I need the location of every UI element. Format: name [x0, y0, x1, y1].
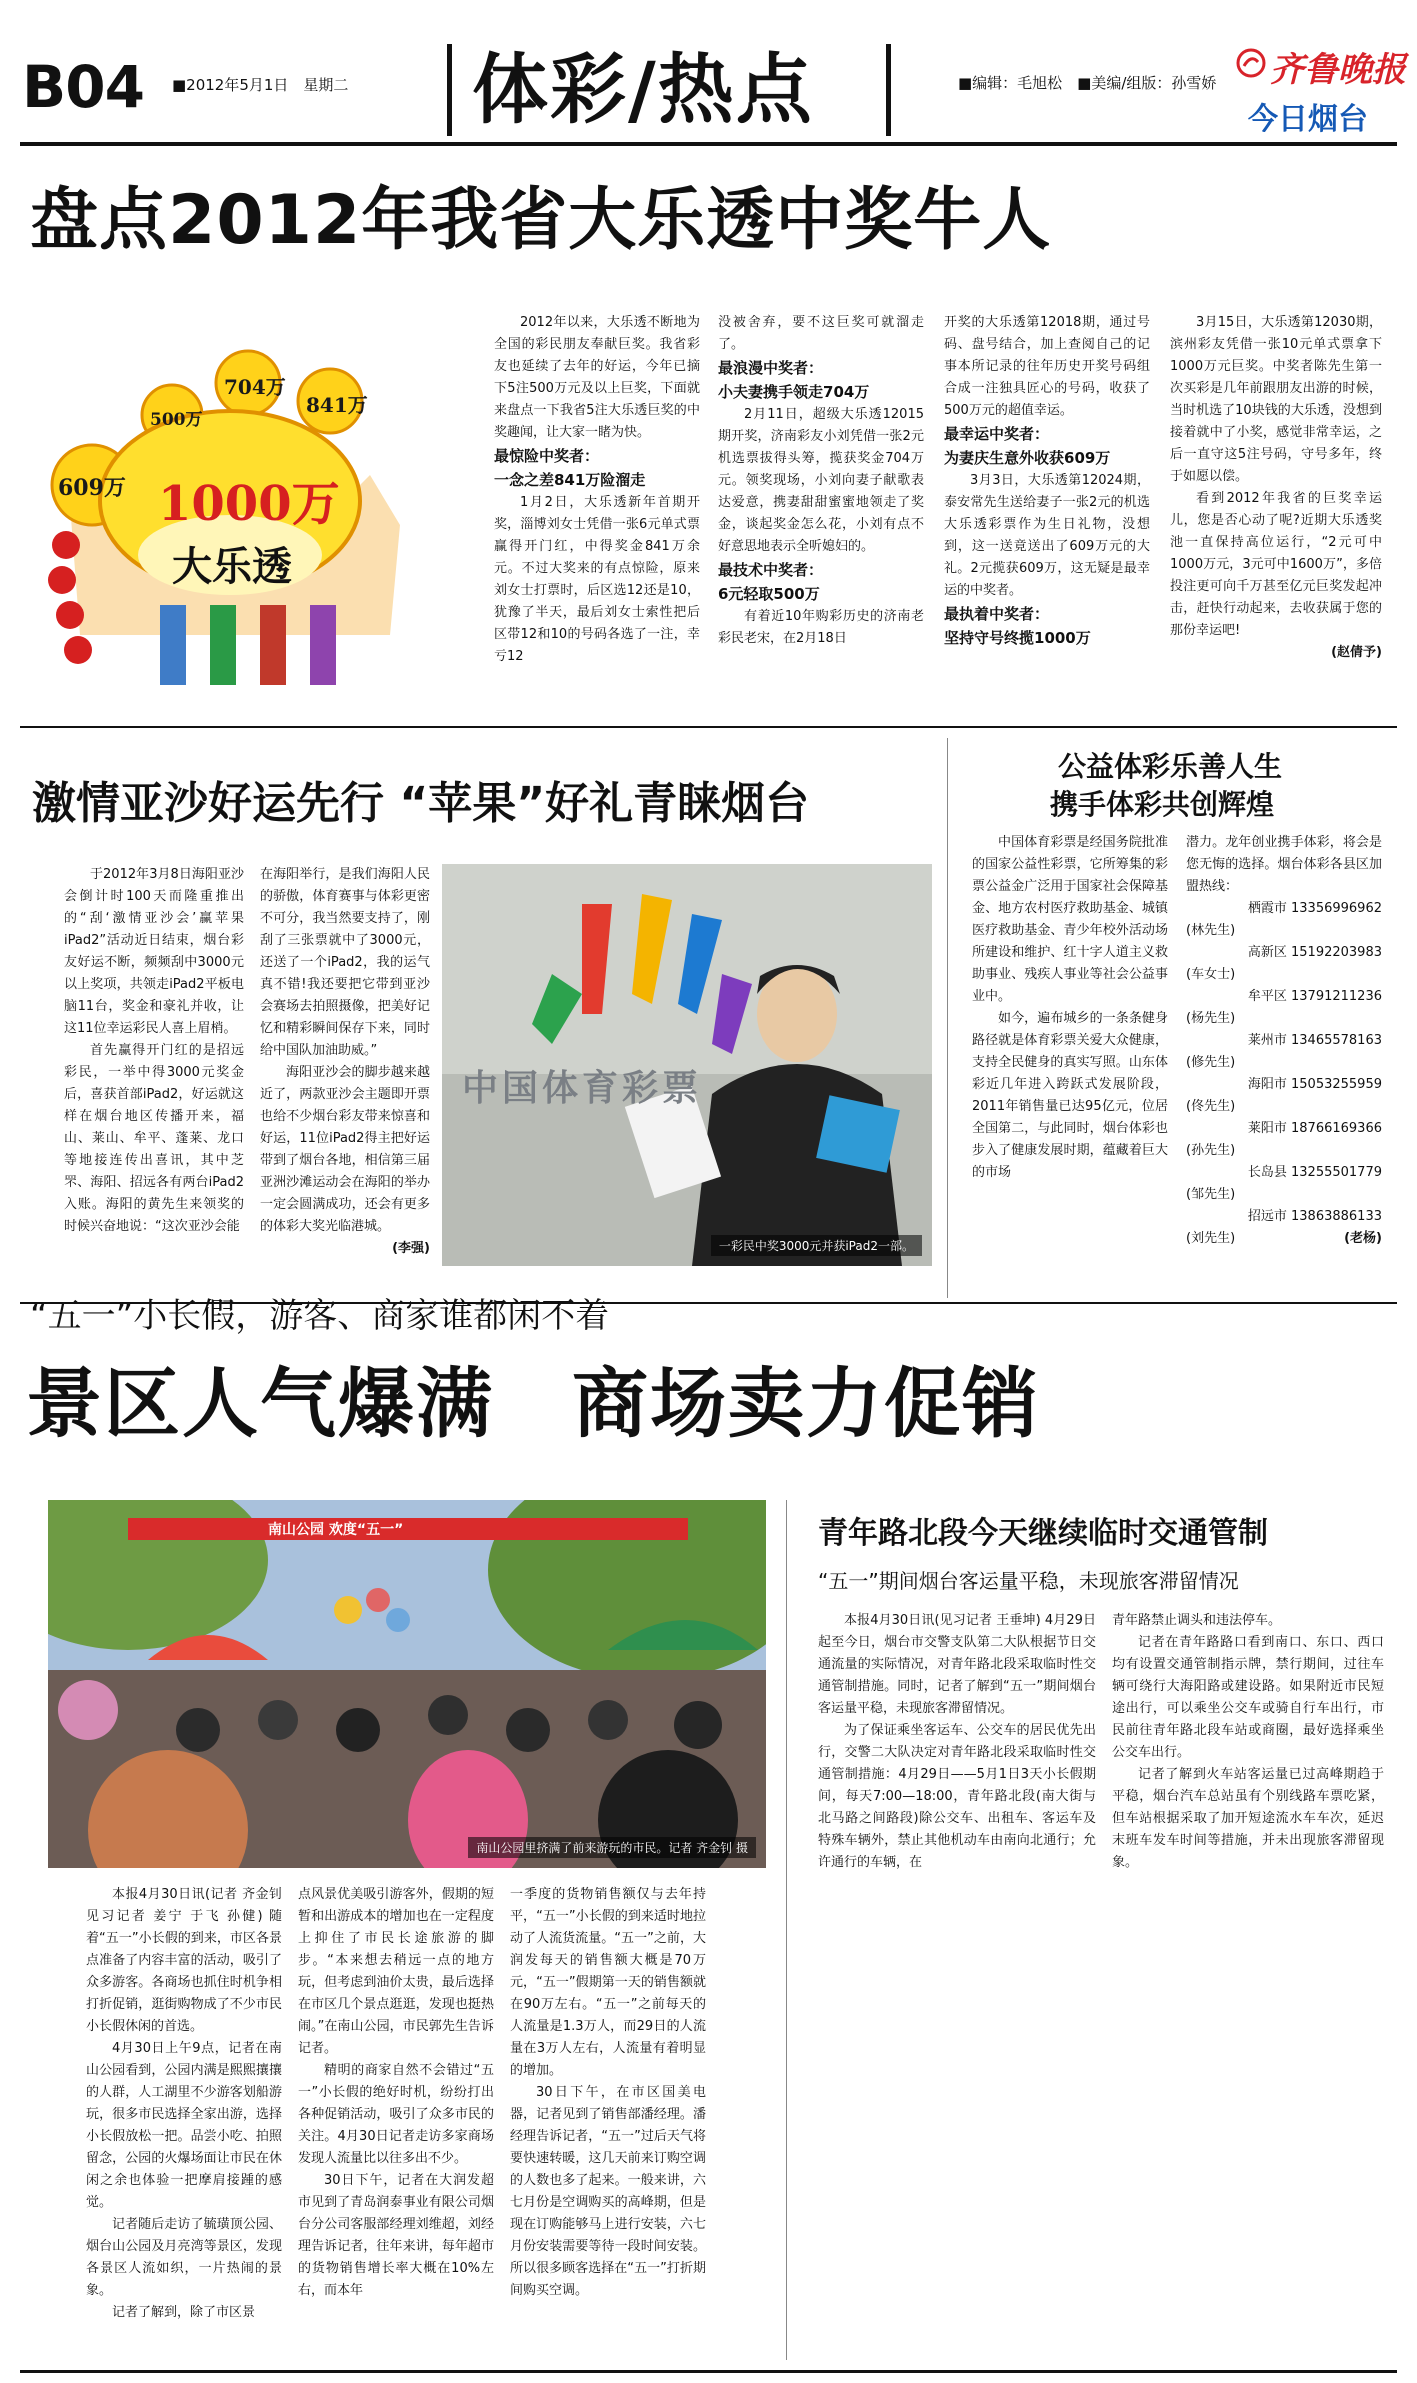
hotline-area: 招远市: [1247, 1209, 1287, 1224]
story2-headline: 激情亚沙好运先行 “苹果”好礼青睐烟台: [32, 778, 810, 829]
issue-date: ■2012年5月1日 星期二: [172, 76, 349, 94]
story1-subhead: 最幸运中奖者：: [944, 425, 1050, 443]
hotline-phone: 13863886133: [1291, 1209, 1382, 1224]
story2-paragraph: 海阳亚沙会的脚步越来越近了，两款亚沙会主题即开票也给不少烟台彩友带来惊喜和好运，11位iPad2得主把好运带到了烟台各地，相信第三届亚洲沙滩运动会在海阳的举办一定会圆满成功，还会有更多的体彩大奖光临港城。: [260, 1065, 430, 1234]
story3-paragraph: 如今，遍布城乡的一条条健身路径就是体育彩票关爱大众健康，支持全民健身的真实写照。山东体彩近几年进入跨跃式发展阶段，2011年销售量已达95亿元，位居全国第二，与此同时，烟台体彩也步入了健康发展时期，蕴藏着巨大的市场: [972, 1011, 1168, 1180]
park-banner-text: 南山公园 欢度“五一”: [268, 1522, 404, 1538]
hotline-row: [1186, 1118, 1382, 1140]
hotline-area: 牟平区: [1247, 989, 1287, 1004]
brand-logo: [1236, 40, 1406, 90]
amount-bubble-609: 609万: [58, 475, 126, 501]
story4-paragraph: 本报4月30日讯(记者 齐金钊 见习记者 姜宁 于飞 孙健) 随着“五一”小长假的到来，市区各景点准备了内容丰富的活动，吸引了众多游客。各商场也抓住时机争相打折促销，逛街购物成了不少市民小长假休闲的首选。: [86, 1887, 282, 2034]
story4-paragraph: 一季度的货物销售额仅与去年持平，“五一”小长假的到来适时地拉动了人流货流量。“五一”之前，大润发每天的销售额大概是70万元，“五一”假期第一天的销售额就在90万左右。“五一”之前每天的人流量是1.3万人，而29日的人流量在3万人左右，人流量有着明显的增加。: [510, 1887, 706, 2078]
hotline-person: [1186, 1228, 1382, 1250]
story1-subhead-title: 小夫妻携手领走704万: [718, 383, 870, 401]
story4-paragraph: 30日下午，记者在大润发超市见到了青岛润泰事业有限公司烟台分公司客服部经理刘维超，刘经理告诉记者，往年来讲，每年超市的货物销售增长率大概在10%左右，而本年: [298, 2173, 494, 2298]
story1-subhead-title: 为妻庆生意外收获609万: [944, 449, 1111, 467]
story4-paragraph: 点风景优美吸引游客外，假期的短暂和出游成本的增加也在一定程度上抑住了市民长途旅游的脚步。“本来想去稍远一点的地方玩，但考虑到油价太贵，最后选择在市区几个景点逛逛，发现也挺热闹。”在南山公园，市民郭先生告诉记者。: [298, 1887, 494, 2056]
story1-subhead: 最惊险中奖者：: [494, 447, 600, 465]
hotline-person: (佟先生): [1186, 1099, 1236, 1114]
lottery-logo-text: 大乐透: [172, 544, 292, 590]
story1-paragraph: 3月3日，大乐透第12024期，泰安常先生送给妻子一张2元的机选大乐透彩票作为生日礼物，没想到，这一送竟送出了609万元的大礼。2元揽获609万，这无疑是最幸运的中奖者。: [944, 473, 1150, 598]
story1-subhead-title: 一念之差841万险溜走: [494, 471, 646, 489]
story1-paragraph: 有着近10年购彩历史的济南老彩民老宋，在2月18日: [718, 609, 924, 646]
hotline-phone: 18766169366: [1291, 1121, 1382, 1136]
story4-paragraph: 30日下午，在市区国美电器，记者见到了销售部潘经理。潘经理告诉记者，“五一”过后天气将要快速转暖，这几天前来订购空调的人数也多了起来。一般来讲，六七月份是空调购买的高峰期，但是现在订购能够马上进行安装，六七月份安装需要等待一段时间安装。所以很多顾客选择在“五一”打折期间购买空调。: [510, 2085, 706, 2298]
story1-subhead: 最技术中奖者：: [718, 561, 824, 579]
hotline-phone: 15192203983: [1291, 945, 1382, 960]
hotline-row: [1186, 1030, 1382, 1052]
brand-name: 齐鲁晚报: [1270, 50, 1406, 90]
story3-column-2: [1186, 832, 1382, 1294]
photo-wall-text: 中国体育彩票: [462, 1068, 703, 1109]
page-bottom-rule: [20, 2370, 1397, 2373]
hotline-person-name: (刘先生): [1186, 1231, 1236, 1246]
hotline-row: [1186, 942, 1382, 964]
story1-paragraph: 看到2012年我省的巨奖幸运儿，您是否心动了呢?近期大乐透奖池一直保持高位运行，“2元可中1000万元，3元可中1600万”，多倍投注更可向千万甚至亿元巨奖发起冲击，赶快行动起来，去收获属于您的那份幸运吧!: [1170, 491, 1382, 638]
hotline-row: [1186, 898, 1382, 920]
story2-paragraph: 首先赢得开门红的是招远彩民，一举中得3000元奖金后，喜获首部iPad2，好运就这样在烟台地区传播开来，福山、莱山、牟平、蓬莱、龙口等地接连传出喜讯，其中芝罘、海阳、招远各有两台iPad2入账。海阳的黄先生来领奖的时候兴奋地说：“这次亚沙会能: [64, 1043, 244, 1234]
story1-headline: 盘点2012年我省大乐透中奖牛人: [30, 181, 1052, 260]
amount-bubble-841: 841万: [306, 393, 368, 417]
story5-paragraph: 记者了解到火车站客运量已过高峰期趋于平稳，烟台汽车总站虽有个别线路车票吃紧，但车站根据采取了加开短途流水车车次，延迟末班车发车时间等措施，并未出现旅客滞留现象。: [1112, 1767, 1384, 1870]
editor-credits: ■编辑：毛旭松 ■美编/组版：孙雪娇: [958, 74, 1217, 92]
story3-divider: [947, 738, 948, 1298]
story5-divider: [786, 1500, 787, 2360]
story5-subheadline: “五一”期间烟台客运量平稳，未现旅客滞留情况: [818, 1569, 1239, 1593]
story4-column-3: [510, 1884, 706, 2364]
story5-paragraph: 为了保证乘坐客运车、公交车的居民优先出行，交警二大队决定对青年路北段采取临时性交通管制措施：4月29日——5月1日3天小长假期间，每天7:00—18:00，青年路北段(南大街与北马路之间路段)除公交车、出租车、客运车及特殊车辆外，禁止其他机动车由南向北通行；允许通行的车辆，在: [818, 1723, 1096, 1870]
hotline-phone: 13356996962: [1291, 901, 1382, 916]
hotline-person: (邹先生): [1186, 1187, 1236, 1202]
page-number: B04: [22, 53, 144, 121]
hotline-area: 长岛县: [1247, 1165, 1287, 1180]
story4-paragraph: 4月30日上午9点，记者在南山公园看到，公园内满是熙熙攘攘的人群，人工湖里不少游客划船游玩，很多市民选择全家出游，选择小长假放松一把。品尝小吃、拍照留念，公园的火爆场面让市民在休闲之余也体验一把摩肩接踵的感觉。: [86, 2041, 282, 2210]
story4-paragraph: 记者随后走访了毓璜顶公园、烟台山公园及月亮湾等景区，发现各景区人流如织，一片热闹的景象。: [86, 2217, 282, 2298]
story3-headline-line2: 携手体彩共创辉煌: [1050, 788, 1275, 821]
hotline-row: [1186, 1074, 1382, 1096]
story3-paragraph: 潜力。龙年创业携手体彩，将会是您无悔的选择。烟台体彩各县区加盟热线：: [1186, 835, 1382, 894]
brand-mark-icon: [1236, 48, 1266, 78]
header-bottom-rule: [20, 142, 1397, 146]
story4-photo: [48, 1500, 766, 1868]
hotline-phone: 13791211236: [1291, 989, 1382, 1004]
hotline-person: (车女士): [1186, 967, 1236, 982]
amount-bubble-500: 500万: [150, 410, 203, 430]
hotline-row: [1186, 1206, 1382, 1228]
story1-byline: (赵倩予): [1331, 645, 1382, 660]
story4-paragraph: 记者了解到，除了市区景: [112, 2305, 256, 2320]
hotline-phone: 13255501779: [1291, 1165, 1382, 1180]
section-divider-left: [447, 44, 452, 136]
story1-paragraph: 3月15日，大乐透第12030期，滨州彩友凭借一张10元单式票拿下1000万元巨奖。中奖者陈先生第一次买彩是几年前跟朋友出游的时候，当时机选了10块钱的大乐透，没想到接着就中了小奖，感觉非常幸运，之后一直守这5注号码，守号多年，终于如愿以偿。: [1170, 315, 1382, 484]
story2-byline: (李强): [392, 1241, 430, 1256]
hotline-area: 莱州市: [1247, 1033, 1287, 1048]
story1-column-4: [1170, 312, 1382, 704]
hotline-row: [1186, 986, 1382, 1008]
section-title: 体彩/热点: [472, 45, 814, 134]
story1-paragraph: 没被舍弃，要不这巨奖可就溜走了。: [718, 315, 924, 352]
story3-column-1: [972, 832, 1168, 1294]
story5-column-1: [818, 1610, 1096, 2050]
lottery-illustration: [40, 305, 460, 695]
story4-paragraph: 精明的商家自然不会错过“五一”小长假的绝好时机，纷纷打出各种促销活动，吸引了众多市民的关注。4月30日记者走访多家商场发现人流量比以往多出不少。: [298, 2063, 494, 2166]
story5-paragraph: 本报4月30日讯(见习记者 王垂坤) 4月29日起至今日，烟台市交警支队第二大队根据节日交通流量的实际情况，对青年路北段采取临时性交通管制措施。同时，记者了解到“五一”期间烟台客运量平稳，未现旅客滞留情况。: [818, 1613, 1096, 1716]
section-divider-right: [886, 44, 891, 136]
story5-headline: 青年路北段今天继续临时交通管制: [818, 1516, 1268, 1551]
story1-subhead-title: 6元轻取500万: [718, 585, 820, 603]
story1-paragraph: 2月11日，超级大乐透12015期开奖，济南彩友小刘凭借一张2元机选票拔得头筹，揽获奖金704万元。领奖现场，小刘向妻子献歌表达爱意，携妻甜甜蜜蜜地领走了奖金，谈起奖金怎么花，小刘有点不好意思地表示全听媳妇的。: [718, 407, 924, 554]
hotline-area: 莱阳市: [1247, 1121, 1287, 1136]
story1-paragraph: 开奖的大乐透第12018期，通过号码、盘号结合，加上查阅自己的记事本所记录的往年历史开奖号码组合成一注独具匠心的号码，收获了500万元的超值幸运。: [944, 315, 1150, 418]
story4-kicker: “五一”小长假，游客、商家谁都闲不着: [30, 1296, 610, 1336]
story4-column-2: [298, 1884, 494, 2364]
story4-photo-scene: [48, 1500, 766, 1868]
story4-photo-caption: 南山公园里挤满了前来游玩的市民。记者 齐金钊 摄: [468, 1837, 756, 1858]
hotline-person: (孙先生): [1186, 1143, 1236, 1158]
hotline-area: 高新区: [1247, 945, 1287, 960]
story1-subhead-title: 坚持守号终揽1000万: [944, 629, 1091, 647]
story3-byline: (老杨): [1344, 1231, 1382, 1246]
story2-paragraph: 在海阳举行，是我们海阳人民的骄傲，体育赛事与体彩更密不可分，我当然要支持了，刚刮了三张票就中了3000元，还送了一个iPad2，我的运气真不错!我还要把它带到亚沙会赛场去拍照摄像，把美好记忆和精彩瞬间保存下来，同时给中国队加油助威。”: [260, 867, 430, 1058]
story5-paragraph: 青年路禁止调头和违法停车。: [1112, 1613, 1282, 1628]
edition-name: 今日烟台: [1248, 102, 1368, 137]
hotline-person: (林先生): [1186, 923, 1236, 938]
story1-paragraph: 1月2日，大乐透新年首期开奖，淄博刘女士凭借一张6元单式票赢得开门红，中得奖金841万余元。不过大奖来的有点惊险，原来刘女士打票时，后区选12还是10，犹豫了半天，最后刘女士索性把后区带12和10的号码各选了一注，幸亏12: [494, 495, 700, 664]
story5-column-2: [1112, 1610, 1384, 2050]
story4-column-1: [86, 1884, 282, 2364]
story1-column-3: [944, 312, 1150, 704]
amount-bubble-704: 704万: [224, 375, 286, 399]
hotline-list: [1186, 898, 1382, 1250]
hotline-area: 海阳市: [1247, 1077, 1287, 1092]
story2-paragraph: 于2012年3月8日海阳亚沙会倒计时100天而隆重推出的“刮‘激情亚沙会’赢苹果iPad2”活动近日结束，烟台彩友好运不断，频频刮中3000元以上奖项，共领走iPad2平板电脑11台，奖金和豪礼并收，让这11位幸运彩民人喜上眉梢。: [64, 867, 244, 1036]
hotline-person: (修先生): [1186, 1055, 1236, 1070]
hotline-phone: 13465578163: [1291, 1033, 1382, 1048]
hotline-person: (杨先生): [1186, 1011, 1236, 1026]
hotline-area: 栖霞市: [1247, 901, 1287, 916]
story5-paragraph: 记者在青年路路口看到南口、东口、西口均有设置交通管制指示牌，禁行期间，过往车辆可绕行大海阳路或建设路。如果附近市民短途出行，可以乘坐公交车或骑自行车出行，市民前往青年路北段车站或商圈，最好选择乘坐公交车出行。: [1112, 1635, 1384, 1760]
story1-column-1: [494, 312, 700, 704]
story1-bottom-rule: [20, 726, 1397, 728]
page-header: [0, 0, 1417, 148]
story2-column-2: [260, 864, 430, 1292]
story2-photo-caption: 一彩民中奖3000元并获iPad2一部。: [711, 1235, 922, 1256]
jackpot-amount: 1000万: [158, 476, 340, 532]
story1-paragraph: 2012年以来，大乐透不断地为全国的彩民朋友奉献巨奖。我省彩友也延续了去年的好运，今年已摘下5注500万元及以上巨奖，下面就来盘点一下我省5注大乐透巨奖的中奖趣闻，让大家一睹为快。: [494, 315, 700, 440]
story1-subhead: 最浪漫中奖者：: [718, 359, 824, 377]
hotline-row: [1186, 1162, 1382, 1184]
story2-column-1: [64, 864, 244, 1292]
story3-paragraph: 中国体育彩票是经国务院批准的国家公益性彩票，它所筹集的彩票公益金广泛用于国家社会保障基金、地方农村医疗救助基金、城镇医疗救助基金、青少年校外活动场所建设和维护、红十字人道主义救助事业、残疾人事业等社会公益事业中。: [972, 835, 1168, 1004]
story1-subhead: 最执着中奖者：: [944, 605, 1050, 623]
story4-headline: 景区人气爆满 商场卖力促销: [26, 1359, 1040, 1448]
story2-photo: [442, 864, 932, 1266]
hotline-phone: 15053255959: [1291, 1077, 1382, 1092]
story1-column-2: [718, 312, 924, 704]
story3-headline-line1: 公益体彩乐善人生: [1058, 750, 1283, 783]
